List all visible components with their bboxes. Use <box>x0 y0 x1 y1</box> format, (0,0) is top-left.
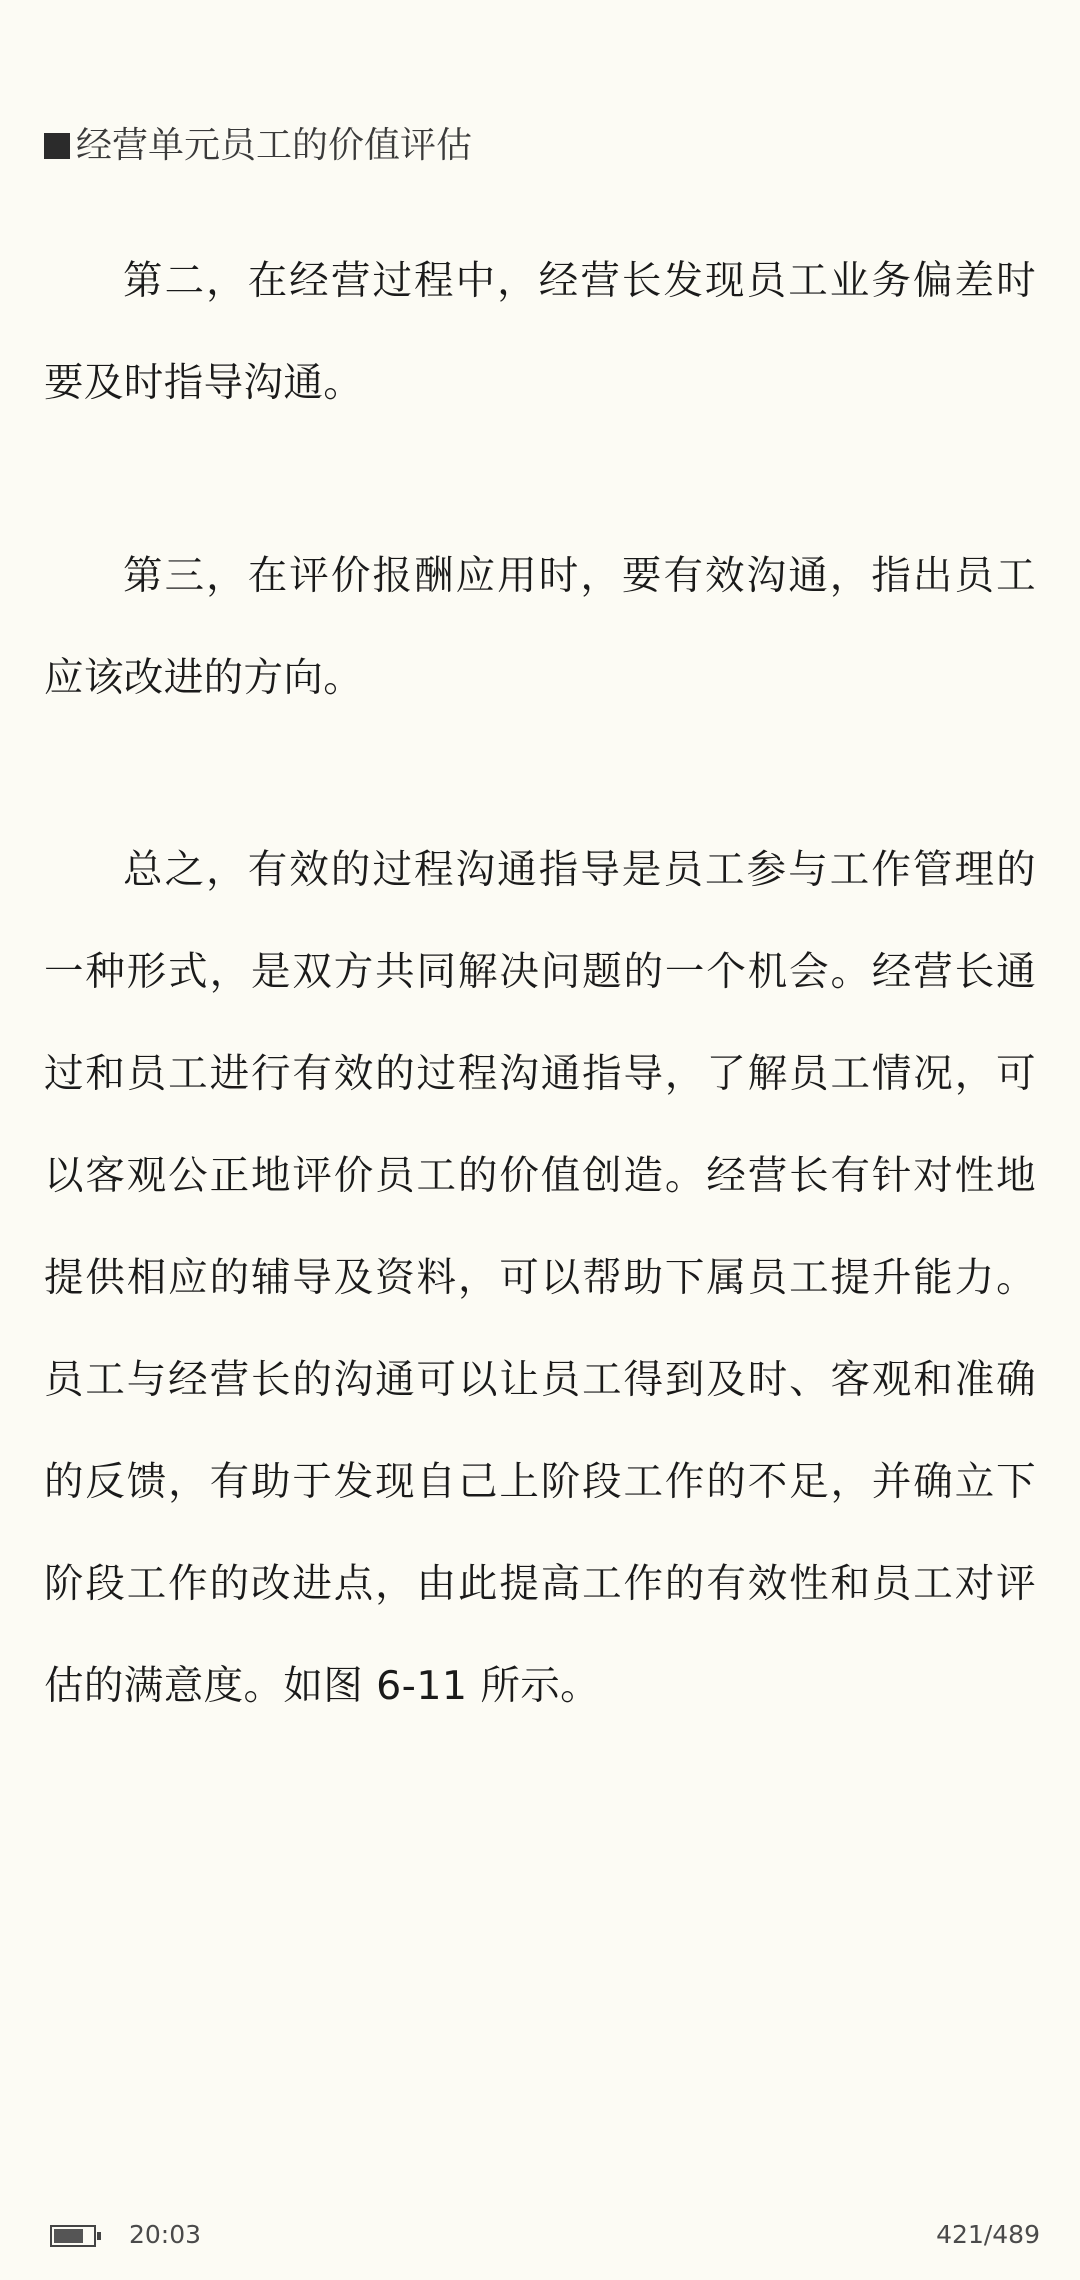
battery-icon <box>50 2225 96 2247</box>
clock-time: 20:03 <box>129 2220 202 2249</box>
page-indicator: 421/489 <box>936 2220 1040 2249</box>
paragraph: 第二，在经营过程中，经营长发现员工业务偏差时要及时指导沟通。 <box>44 258 1036 406</box>
reader-status-bar <box>0 2210 1080 2270</box>
chapter-title: 经营单元员工的价值评估 <box>76 125 473 166</box>
paragraph: 总之，有效的过程沟通指导是员工参与工作管理的一种形式，是双方共同解决问题的一个机会。经营长通过和员工进行有效的过程沟通指导，了解员工情况，可以客观公正地评价员工的价值创造。经营长有针对性地提供相应的辅导及资料，可以帮助下属员工提升能力。员工与经营长的沟通可以让员工得到及时、客观和准确的反馈，有助于发现自己上阶段工作的不足，并确立下阶段工作的改进点，由此提高工作的有效性和员工对评估的满意度。如图 6-11 所示。 <box>44 847 1036 1709</box>
chapter-header <box>44 118 472 174</box>
square-bullet-icon <box>44 133 70 159</box>
paragraph: 第三，在评价报酬应用时，要有效沟通，指出员工应该改进的方向。 <box>44 553 1036 701</box>
battery-terminal <box>97 2232 101 2240</box>
battery-level-fill <box>54 2229 83 2243</box>
